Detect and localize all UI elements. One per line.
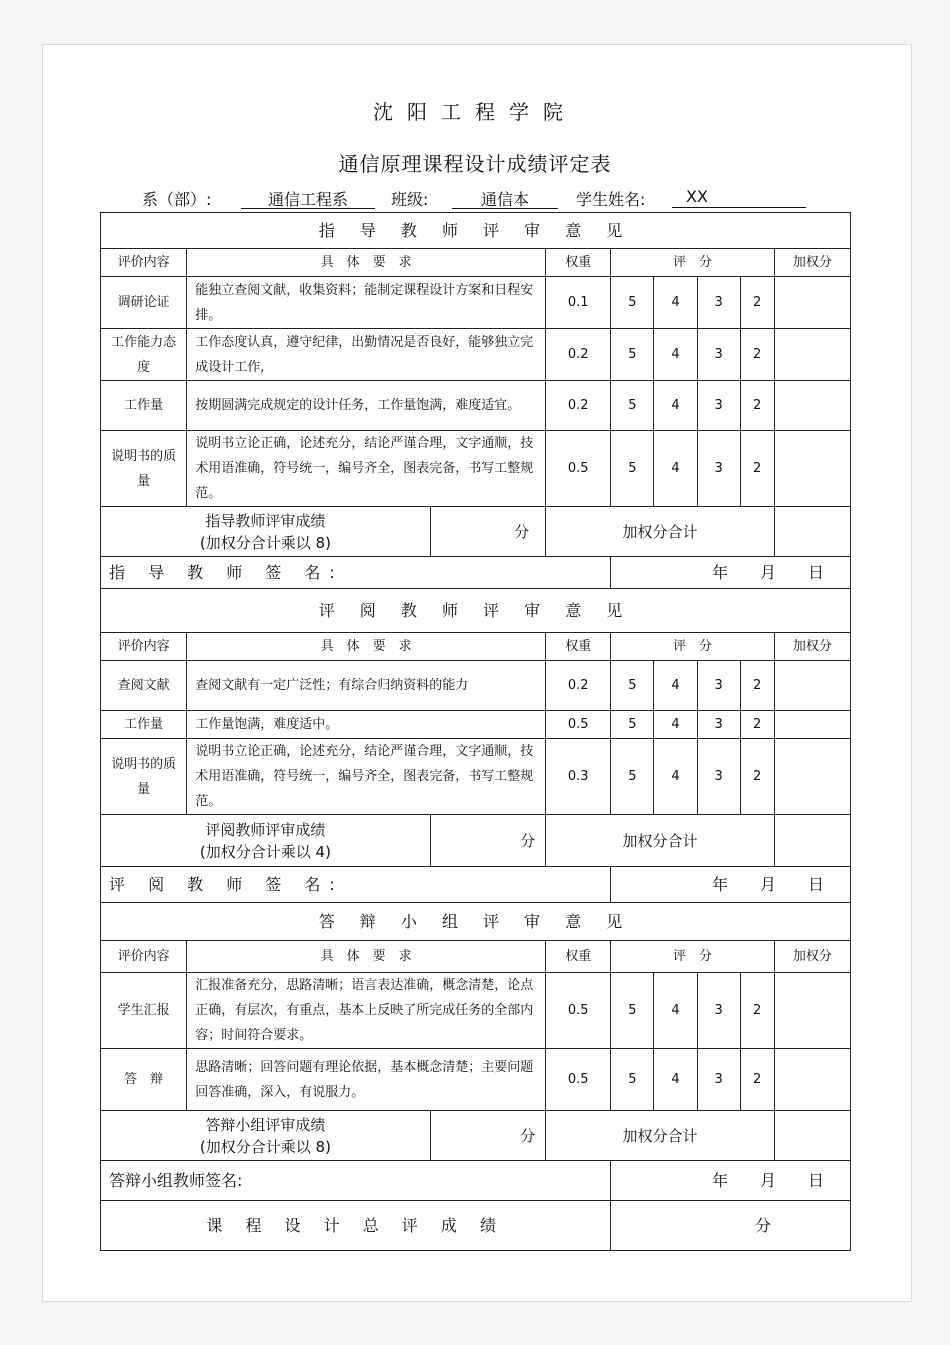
supervisor-score-field[interactable]: 分 — [430, 507, 545, 557]
weighted-score-cell[interactable] — [774, 973, 850, 1049]
score-5[interactable]: 5 — [611, 661, 654, 711]
weighted-score-cell[interactable] — [774, 381, 850, 431]
col-content-header: 评价内容 — [101, 249, 187, 277]
final-grade-label: 课 程 设 计 总 评 成 绩 — [101, 1201, 611, 1251]
day-label: 日 — [807, 1171, 824, 1190]
row-item: 说明书的质量 — [101, 431, 187, 507]
row-weight: 0.5 — [546, 711, 611, 739]
score-2[interactable]: 2 — [740, 973, 774, 1049]
col-score-header: 评 分 — [611, 633, 774, 661]
score-2[interactable]: 2 — [740, 277, 774, 329]
weighted-score-cell[interactable] — [774, 661, 850, 711]
table-row — [101, 329, 851, 381]
form-title: 通信原理课程设计成绩评定表 — [338, 152, 612, 176]
reviewer-summary-label — [101, 815, 431, 867]
row-item: 工作能力态度 — [101, 329, 187, 381]
dept-value: 通信工程系 — [241, 187, 375, 209]
score-2[interactable]: 2 — [740, 711, 774, 739]
summary-line-1: 评阅教师评审成绩 — [205, 820, 326, 839]
score-5[interactable]: 5 — [611, 739, 654, 815]
supervisor-summary-label — [101, 507, 431, 557]
row-weight: 0.5 — [546, 431, 611, 507]
reviewer-section-title: 评 阅 教 师 评 审 意 见 — [101, 589, 851, 633]
supervisor-date[interactable] — [611, 557, 851, 589]
score-2[interactable]: 2 — [740, 1049, 774, 1111]
day-label: 日 — [807, 563, 824, 582]
row-requirement: 按期圆满完成规定的设计任务，工作量饱满，难度适宜。 — [187, 381, 546, 431]
row-item: 工作量 — [101, 381, 187, 431]
score-2[interactable]: 2 — [740, 661, 774, 711]
col-requirement-header: 具 体 要 求 — [187, 633, 546, 661]
row-item: 学生汇报 — [101, 973, 187, 1049]
score-4[interactable]: 4 — [654, 661, 697, 711]
score-5[interactable]: 5 — [611, 1049, 654, 1111]
score-3[interactable]: 3 — [697, 431, 740, 507]
score-3[interactable]: 3 — [697, 661, 740, 711]
col-requirement-header: 具 体 要 求 — [187, 941, 546, 973]
row-weight: 0.5 — [546, 973, 611, 1049]
score-4[interactable]: 4 — [654, 1049, 697, 1111]
score-4[interactable]: 4 — [654, 329, 697, 381]
defense-date[interactable] — [611, 1161, 851, 1201]
row-weight: 0.2 — [546, 661, 611, 711]
month-label: 月 — [759, 875, 776, 894]
score-5[interactable]: 5 — [611, 329, 654, 381]
final-grade-field[interactable]: 分 — [611, 1201, 851, 1251]
row-requirement: 说明书立论正确，论述充分，结论严谨合理，文字通顺，技术用语准确，符号统一，编号齐全，图表完备，书写工整规范。 — [187, 739, 546, 815]
col-weighted-header: 加权分 — [774, 633, 850, 661]
col-content-header: 评价内容 — [101, 941, 187, 973]
weighted-score-cell[interactable] — [774, 1049, 850, 1111]
score-3[interactable]: 3 — [697, 711, 740, 739]
row-requirement: 汇报准备充分，思路清晰；语言表达准确，概念清楚，论点正确，有层次，有重点，基本上反映了所完成任务的全部内容；时间符合要求。 — [187, 973, 546, 1049]
col-content-header: 评价内容 — [101, 633, 187, 661]
reviewer-signature-label[interactable]: 评 阅 教 师 签 名: — [101, 867, 611, 903]
col-requirement-header: 具 体 要 求 — [187, 249, 546, 277]
student-value: XX — [672, 187, 806, 208]
row-requirement: 工作态度认真，遵守纪律，出勤情况是否良好，能够独立完成设计工作, — [187, 329, 546, 381]
table-row — [101, 711, 851, 739]
row-weight: 0.2 — [546, 329, 611, 381]
reviewer-score-field[interactable]: 分 — [430, 815, 545, 867]
row-weight: 0.2 — [546, 381, 611, 431]
col-weighted-header: 加权分 — [774, 249, 850, 277]
col-weight-header: 权重 — [546, 249, 611, 277]
score-2[interactable]: 2 — [740, 431, 774, 507]
row-requirement: 说明书立论正确，论述充分，结论严谨合理，文字通顺，技术用语准确，符号统一，编号齐全，图表完备，书写工整规范。 — [187, 431, 546, 507]
col-weighted-header: 加权分 — [774, 941, 850, 973]
row-item: 查阅文献 — [101, 661, 187, 711]
row-requirement: 查阅文献有一定广泛性；有综合归纳资料的能力 — [187, 661, 546, 711]
score-4[interactable]: 4 — [654, 739, 697, 815]
col-score-header: 评 分 — [611, 249, 774, 277]
class-value: 通信本 — [452, 187, 558, 209]
summary-line-1: 答辩小组评审成绩 — [205, 1115, 326, 1134]
table-row — [101, 1049, 851, 1111]
summary-line-2: (加权分合计乘以 8) — [199, 1137, 331, 1156]
score-4[interactable]: 4 — [654, 973, 697, 1049]
weighted-total-field[interactable] — [774, 507, 850, 557]
score-5[interactable]: 5 — [611, 431, 654, 507]
day-label: 日 — [807, 875, 824, 894]
table-row — [101, 661, 851, 711]
year-label: 年 — [711, 1171, 728, 1190]
weighted-score-cell[interactable] — [774, 739, 850, 815]
year-label: 年 — [711, 563, 728, 582]
defense-score-field[interactable]: 分 — [430, 1111, 545, 1161]
row-weight: 0.1 — [546, 277, 611, 329]
weighted-score-cell[interactable] — [774, 329, 850, 381]
defense-signature-label[interactable]: 答辩小组教师签名: — [101, 1161, 611, 1201]
reviewer-date[interactable] — [611, 867, 851, 903]
school-name: 沈阳工程学院 — [373, 100, 577, 124]
score-3[interactable]: 3 — [697, 329, 740, 381]
score-5[interactable]: 5 — [611, 381, 654, 431]
score-5[interactable]: 5 — [611, 973, 654, 1049]
supervisor-section-title: 指 导 教 师 评 审 意 见 — [101, 213, 851, 249]
summary-line-2: (加权分合计乘以 4) — [199, 842, 331, 861]
row-item: 说明书的质量 — [101, 739, 187, 815]
row-weight: 0.5 — [546, 1049, 611, 1111]
weighted-total-field[interactable] — [774, 1111, 850, 1161]
table-row — [101, 739, 851, 815]
dept-label: 系（部）: — [142, 190, 212, 209]
table-row — [101, 381, 851, 431]
row-requirement: 思路清晰；回答问题有理论依据，基本概念清楚；主要问题回答准确，深入，有说服力。 — [187, 1049, 546, 1111]
score-3[interactable]: 3 — [697, 973, 740, 1049]
row-item: 调研论证 — [101, 277, 187, 329]
month-label: 月 — [759, 1171, 776, 1190]
col-weight-header: 权重 — [546, 941, 611, 973]
score-2[interactable]: 2 — [740, 381, 774, 431]
defense-section-title: 答 辩 小 组 评 审 意 见 — [101, 903, 851, 941]
weighted-score-cell[interactable] — [774, 711, 850, 739]
row-weight: 0.3 — [546, 739, 611, 815]
score-5[interactable]: 5 — [611, 277, 654, 329]
student-label: 学生姓名: — [576, 190, 646, 209]
table-row — [101, 973, 851, 1049]
score-4[interactable]: 4 — [654, 381, 697, 431]
summary-line-2: (加权分合计乘以 8) — [199, 533, 331, 552]
score-5[interactable]: 5 — [611, 711, 654, 739]
score-3[interactable]: 3 — [697, 739, 740, 815]
row-item: 工作量 — [101, 711, 187, 739]
col-score-header: 评 分 — [611, 941, 774, 973]
score-4[interactable]: 4 — [654, 431, 697, 507]
weighted-total-field[interactable] — [774, 815, 850, 867]
row-item: 答 辩 — [101, 1049, 187, 1111]
col-weight-header: 权重 — [546, 633, 611, 661]
row-requirement: 能独立查阅文献，收集资料；能制定课程设计方案和日程安排。 — [187, 277, 546, 329]
defense-summary-label — [101, 1111, 431, 1161]
weighted-total-label: 加权分合计 — [546, 1111, 775, 1161]
weighted-total-label: 加权分合计 — [546, 815, 775, 867]
weighted-score-cell[interactable] — [774, 277, 850, 329]
year-label: 年 — [711, 875, 728, 894]
score-4[interactable]: 4 — [654, 711, 697, 739]
evaluation-table — [100, 212, 851, 1251]
weighted-total-label: 加权分合计 — [546, 507, 775, 557]
supervisor-signature-label[interactable]: 指 导 教 师 签 名: — [101, 557, 611, 589]
summary-line-1: 指导教师评审成绩 — [205, 511, 326, 530]
score-4[interactable]: 4 — [654, 277, 697, 329]
month-label: 月 — [759, 563, 776, 582]
score-2[interactable]: 2 — [740, 739, 774, 815]
score-2[interactable]: 2 — [740, 329, 774, 381]
weighted-score-cell[interactable] — [774, 431, 850, 507]
table-row — [101, 277, 851, 329]
score-3[interactable]: 3 — [697, 277, 740, 329]
class-label: 班级: — [391, 190, 429, 209]
score-3[interactable]: 3 — [697, 1049, 740, 1111]
score-3[interactable]: 3 — [697, 381, 740, 431]
row-requirement: 工作量饱满，难度适中。 — [187, 711, 546, 739]
table-row — [101, 431, 851, 507]
